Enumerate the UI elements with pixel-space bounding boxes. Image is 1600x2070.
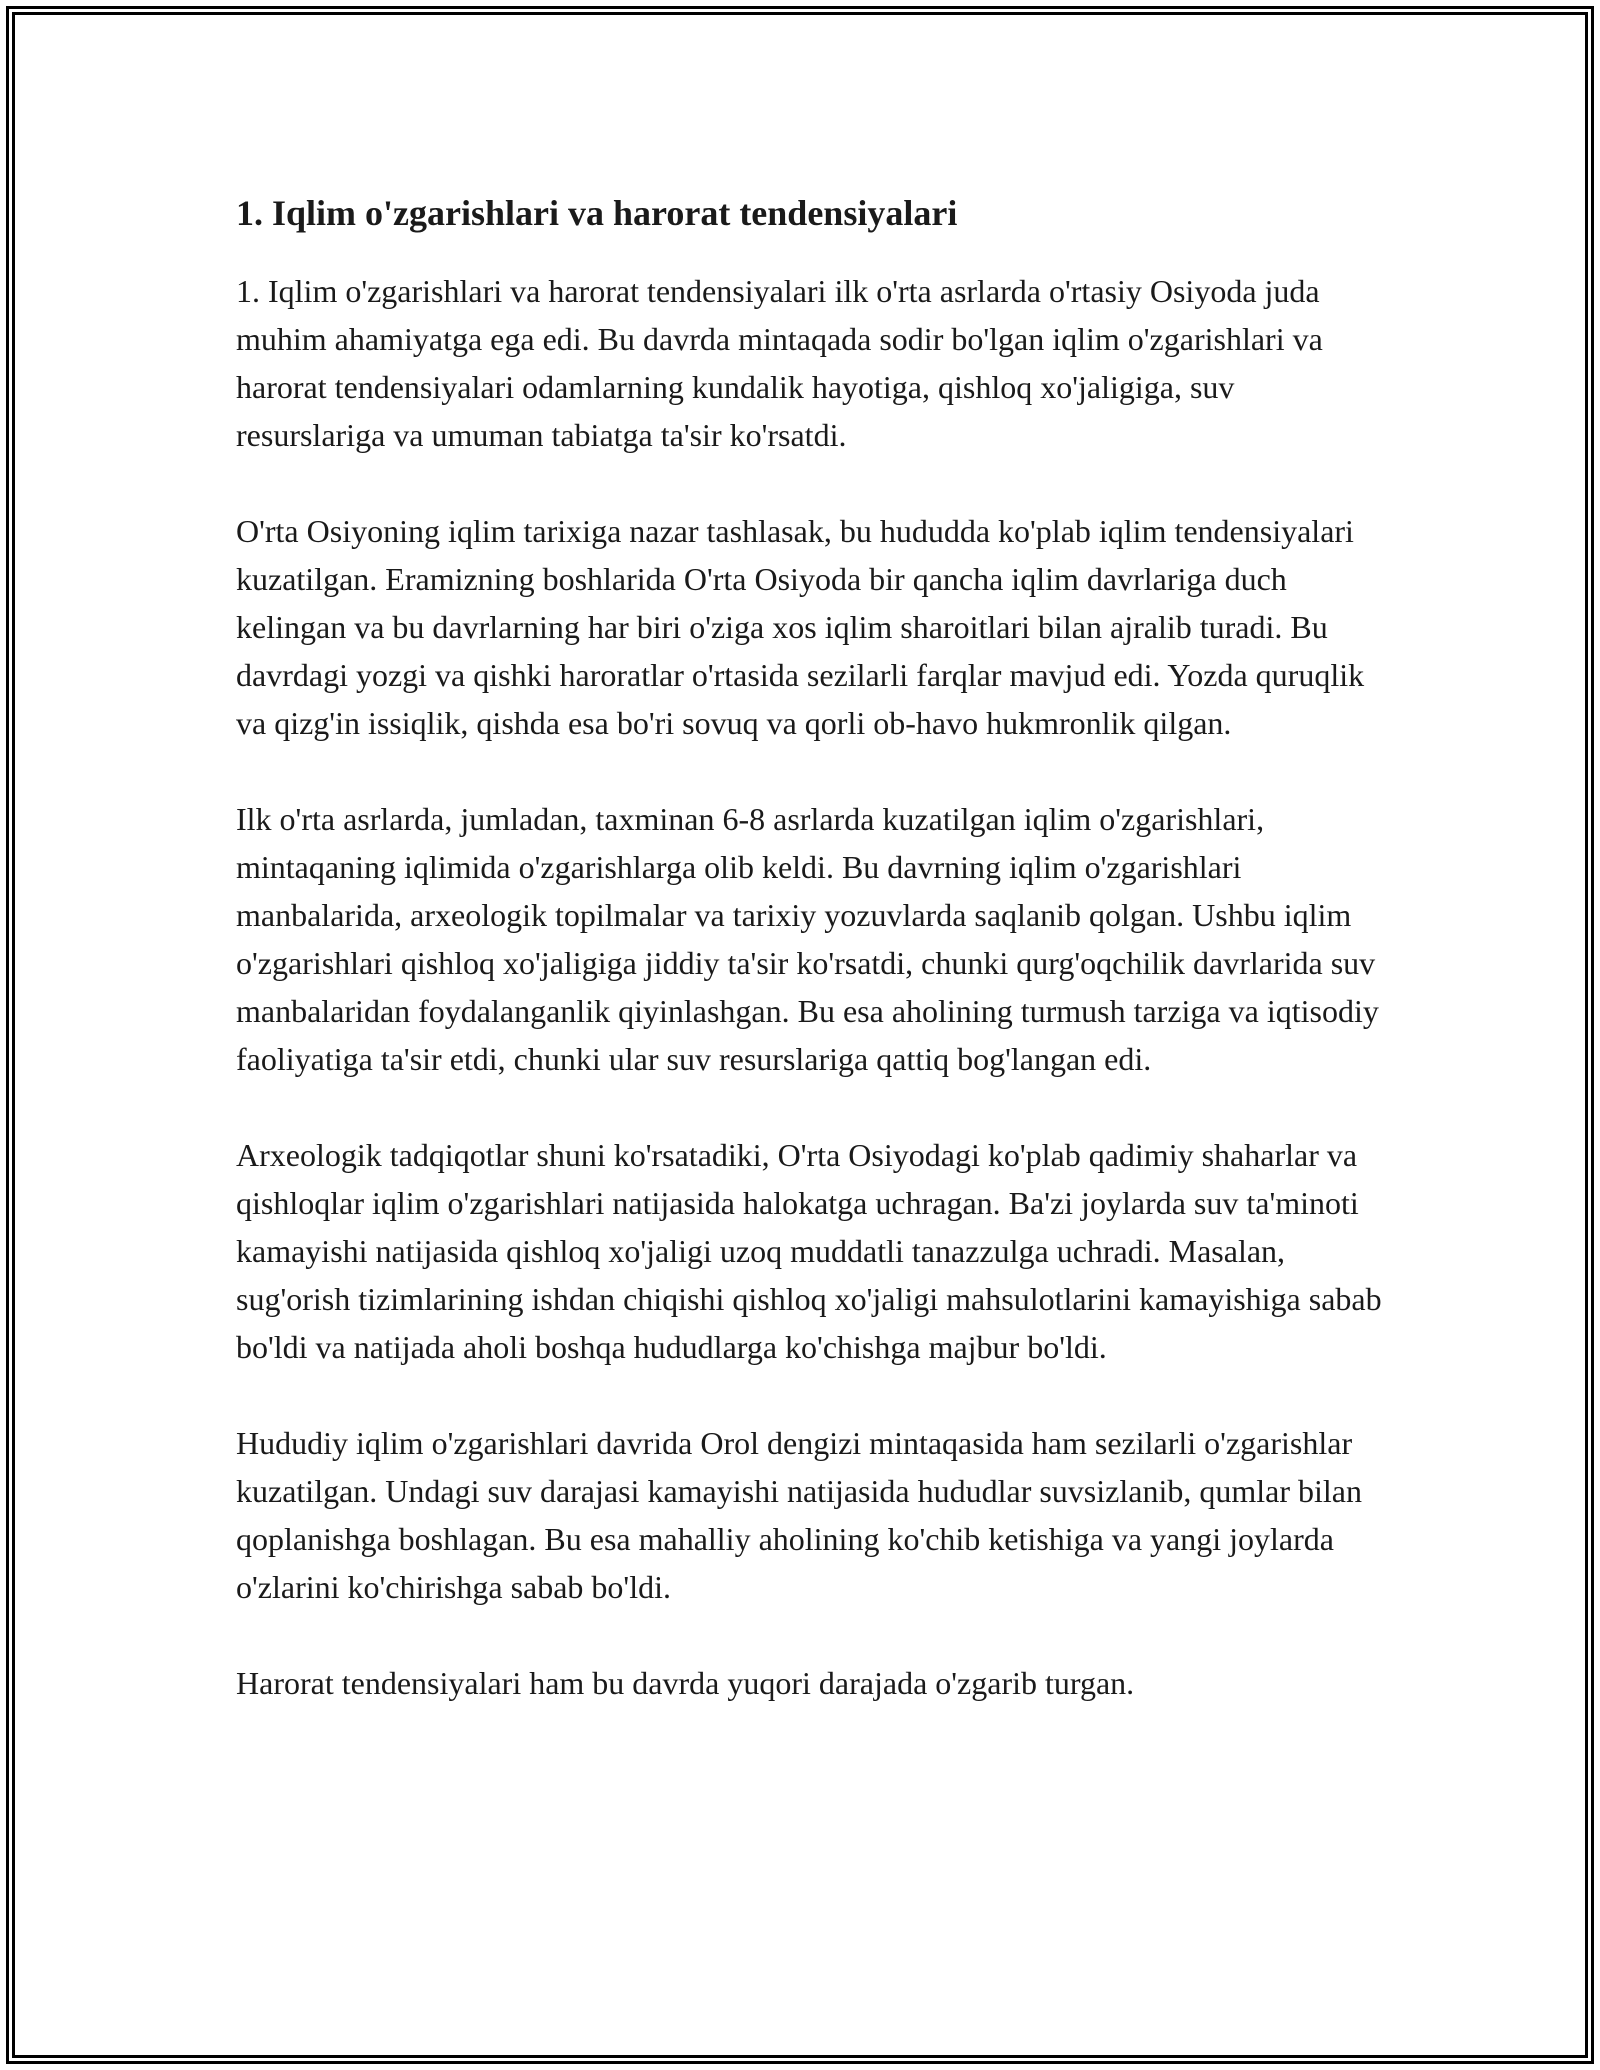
paragraph-3: Ilk o'rta asrlarda, jumladan, taxminan 6-8 asrlarda kuzatilgan iqlim o'zgarishlari, mintaqaning iqlimida o'zgarishlarga olib keldi. Bu davrning iqlim o'zgarishlari manbalarida, arxeologik topilmalar va tarixiy yozuvlarda saqlanib qolgan. Ushbu iqlim o'zgarishlari qishloq xo'jaligiga jiddiy ta'sir ko'rsatdi, chunki qurg'oqchilik davrlarida suv manbalaridan foydalanganlik qiyinlashgan. Bu esa aholining turmush tarziga va iqtisodiy faoliyatiga ta'sir etdi, chunki ular suv resurslariga qattiq bog'langan edi.: [236, 801, 1379, 1077]
paragraph-4: Arxeologik tadqiqotlar shuni ko'rsatadiki, O'rta Osiyodagi ko'plab qadimiy shaharlar va qishloqlar iqlim o'zgarishlari natijasida halokatga uchragan. Ba'zi joylarda suv ta'minoti kamayishi natijasida qishloq xo'jaligi uzoq muddatli tanazzulga uchradi. Masalan, sug'orish tizimlarining ishdan chiqishi qishloq xo'jaligi mahsulotlarini kamayishiga sabab bo'ldi va natijada aholi boshqa hududlarga ko'chishga majbur bo'ldi.: [236, 1137, 1382, 1365]
section-heading: 1. Iqlim o'zgarishlari va harorat tendensiyalari: [236, 193, 958, 233]
paragraph-5: Hududiy iqlim o'zgarishlari davrida Orol dengizi mintaqasida ham sezilarli o'zgarishlar kuzatilgan. Undagi suv darajasi kamayishi natijasida hududlar suvsizlanib, qumlar bilan qoplanishga boshlagan. Bu esa mahalliy aholining ko'chib ketishiga va yangi joylarda o'zlarini ko'chirishga sabab bo'ldi.: [236, 1425, 1362, 1605]
paragraph-1: 1. Iqlim o'zgarishlari va harorat tendensiyalari ilk o'rta asrlarda o'rtasiy Osiyoda juda muhim ahamiyatga ega edi. Bu davrda mintaqada sodir bo'lgan iqlim o'zgarishlari va harorat tendensiyalari odamlarning kundalik hayotiga, qishloq xo'jaligiga, suv resurslariga va umuman tabiatga ta'sir ko'rsatdi.: [236, 273, 1323, 453]
document-body: [236, 185, 1386, 1707]
paragraph-2: O'rta Osiyoning iqlim tarixiga nazar tashlasak, bu hududda ko'plab iqlim tendensiyalari kuzatilgan. Eramizning boshlarida O'rta Osiyoda bir qancha iqlim davrlariga duch kelingan va bu davrlarning har biri o'ziga xos iqlim sharoitlari bilan ajralib turadi. Bu davrdagi yozgi va qishki haroratlar o'rtasida sezilarli farqlar mavjud edi. Yozda quruqlik va qizg'in issiqlik, qishda esa bo'ri sovuq va qorli ob-havo hukmronlik qilgan.: [236, 513, 1365, 741]
paragraph-6: Harorat tendensiyalari ham bu davrda yuqori darajada o'zgarib turgan.: [236, 1665, 1135, 1701]
